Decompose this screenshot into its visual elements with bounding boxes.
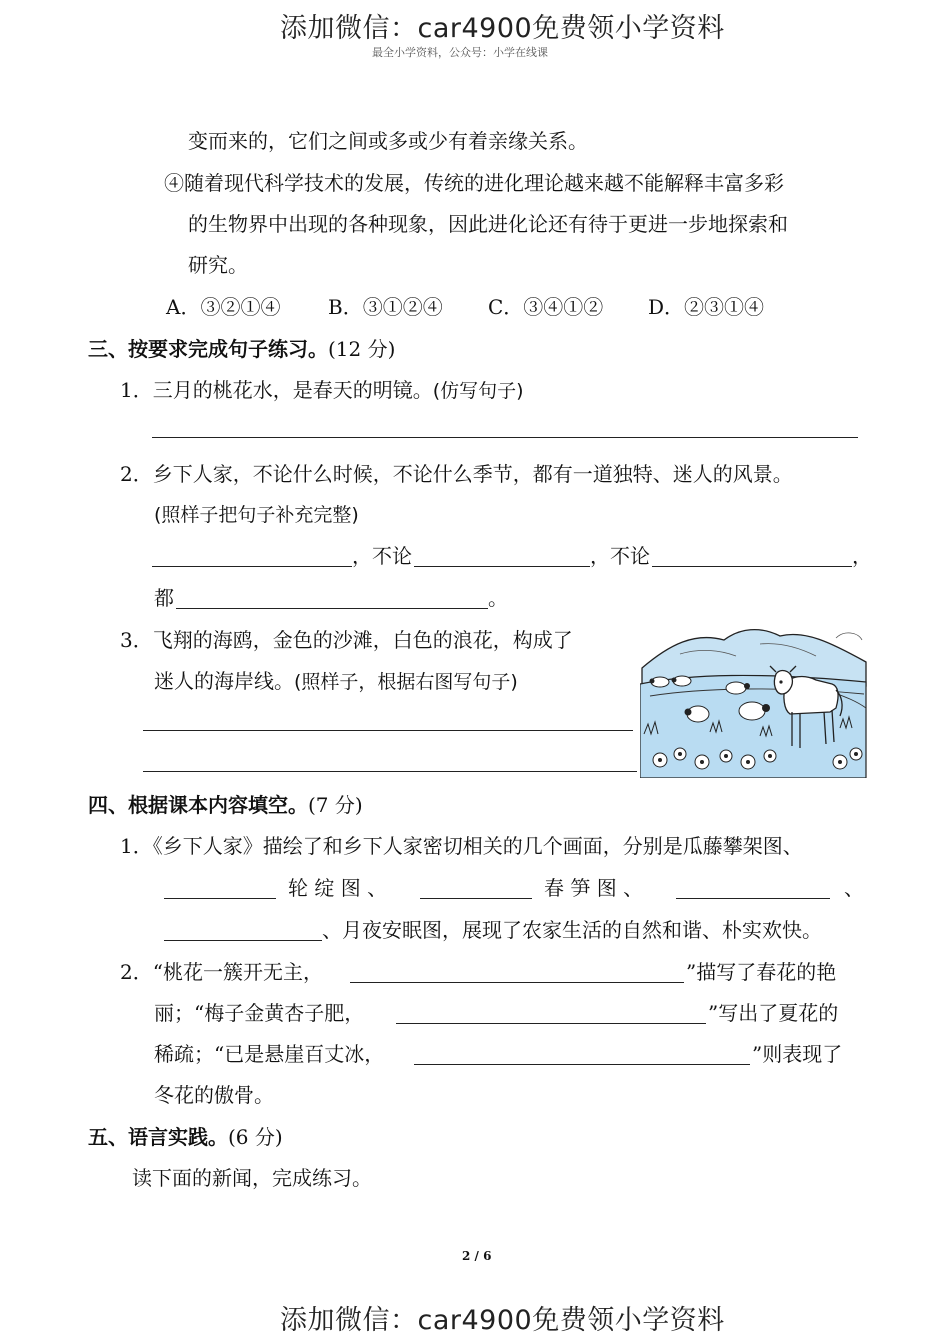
option-c: C．③④①② [488,295,604,319]
s4-q1-p2: 春 笋 图 、 [544,876,644,900]
s4-q2-blank-3[interactable] [414,1064,750,1065]
s3-q2-seg4: 都 [154,586,174,610]
s3-q2-blank-3[interactable] [652,566,852,567]
s4-q1-blank-1[interactable] [164,898,276,899]
section5-score: (6 分) [228,1125,283,1149]
section4-heading [88,791,363,819]
s3-q3-number: 3． [120,628,153,652]
continuation-line: 变而来的，它们之间或多或少有着亲缘关系。 [188,129,588,153]
s4-q1-line3: 、月夜安眠图，展现了农家生活的自然和谐、朴实欢快。 [322,918,822,942]
s4-q1-text1: 《乡下人家》描绘了和乡下人家密切相关的几个画面，分别是瓜藤攀架图、 [152,834,803,858]
s3-q1 [120,376,524,405]
s3-q3-text2: 迷人的海岸线。 [154,669,294,693]
s3-q1-answer-line[interactable] [152,437,858,438]
s4-q1-blank-2[interactable] [420,898,532,899]
s4-q2-line1 [120,958,323,986]
s4-q2-blank-1[interactable] [350,982,684,983]
s4-q2-b1: 丽；“梅子金黄杏子肥， [154,1001,365,1025]
item4-line2: 的生物界中出现的各种现象，因此进化论还有待于更进一步地探索和 [188,212,788,236]
s3-q2-seg1: ，不论 [352,544,412,568]
s3-q2-number: 2． [120,462,153,486]
s4-q2-c1: 稀疏；“已是悬崖百丈冰， [154,1042,385,1066]
s3-q2-seg5: 。 [488,586,508,610]
item4-line1: ④随着现代科学技术的发展，传统的进化理论越来越不能解释丰富多彩 [164,171,784,195]
section4-title: 四、根据课本内容填空。 [88,793,308,817]
option-b: B．③①②④ [328,295,443,319]
option-d: D．②③①④ [648,295,765,319]
s3-q3-hint: (照样子，根据右图写句子) [294,671,518,693]
s4-q1-blank-3[interactable] [676,898,830,899]
s3-q2 [120,460,793,488]
s3-q2-seg3: ， [852,544,872,568]
s4-q1-blank-4[interactable] [164,940,322,941]
section4-score: (7 分) [308,793,363,817]
s3-q2-hint: (照样子把句子补充完整) [154,504,359,526]
watermark-bottom: 添加微信：car4900免费领小学资料 [280,1305,725,1336]
s3-q3-line2 [154,667,518,696]
pasture-illustration [640,624,868,778]
watermark-subtitle: 最全小学资料，公众号：小学在线课 [372,46,548,59]
s4-q1-p3: 、 [844,876,864,900]
s4-q2-blank-2[interactable] [396,1023,706,1024]
s3-q3-answer-line-1[interactable] [143,730,633,731]
item4-line3: 研究。 [188,253,248,277]
s4-q2-b2: ”写出了夏花的 [708,1001,839,1025]
s3-q1-text: 三月的桃花水，是春天的明镜。 [152,378,433,402]
s3-q1-number: 1． [120,378,153,402]
section5-intro: 读下面的新闻，完成练习。 [132,1166,372,1190]
s4-q2-number: 2． [120,960,153,984]
s4-q2-a2: ”描写了春花的艳 [686,960,837,984]
s4-q2-d: 冬花的傲骨。 [154,1083,274,1107]
s3-q3-answer-line-2[interactable] [143,771,637,772]
section3-score: (12 分) [328,337,396,361]
s3-q2-seg2: ，不论 [590,544,650,568]
s3-q2-blank-4[interactable] [176,608,488,609]
option-a: A．③②①④ [166,295,281,319]
section5-heading [88,1123,283,1151]
s4-q1-line1 [120,832,803,860]
s3-q2-blank-1[interactable] [152,566,352,567]
s4-q1-number: 1． [120,834,153,858]
s3-q3-line1 [120,626,573,654]
watermark-top: 添加微信：car4900免费领小学资料 [280,13,725,44]
section5-title: 五、语言实践。 [88,1125,228,1149]
s4-q2-c2: ”则表现了 [752,1042,843,1066]
section3-title: 三、按要求完成句子练习。 [88,337,328,361]
section3-heading [88,335,395,363]
s4-q2-a1: “桃花一簇开无主， [152,960,323,984]
s3-q1-hint: (仿写句子) [432,380,524,402]
s3-q2-text: 乡下人家，不论什么时候，不论什么季节，都有一道独特、迷人的风景。 [152,462,793,486]
s3-q3-text1: 飞翔的海鸥，金色的沙滩，白色的浪花，构成了 [152,628,573,652]
page-number: 2 / 6 [462,1249,492,1263]
s3-q2-blank-2[interactable] [414,566,590,567]
s4-q1-p1: 轮 绽 图 、 [288,876,388,900]
